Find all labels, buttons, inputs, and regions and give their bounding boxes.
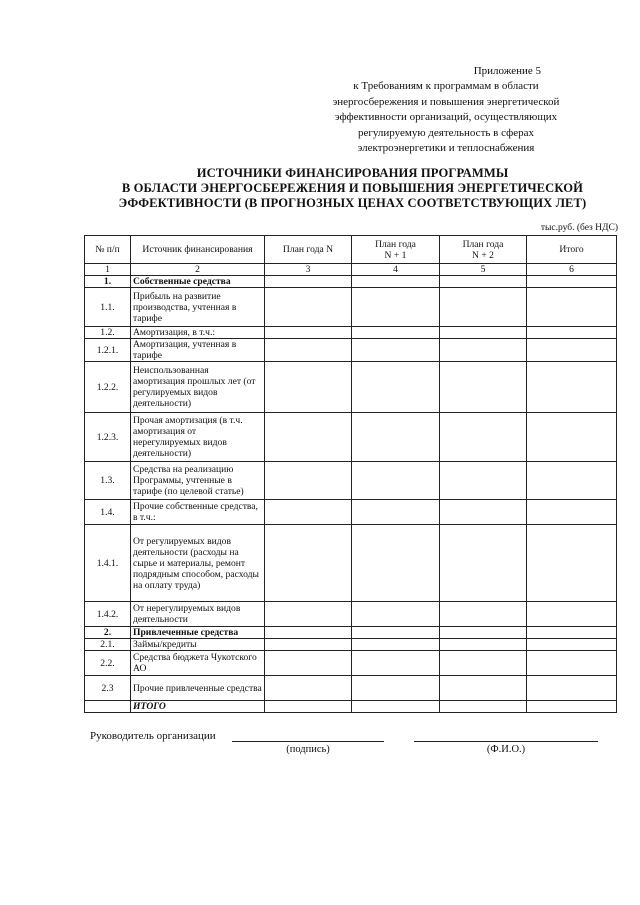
row-source: Привлеченные средства (131, 627, 265, 639)
signature-caption: (подпись) (286, 744, 330, 755)
cell-plan-n1 (352, 676, 440, 701)
cell-plan-n (265, 362, 352, 413)
row-source: Прочая амортизация (в т.ч. амортизация от нерегулируемых видов деятельности) (131, 413, 265, 462)
table-row (85, 500, 617, 525)
cell-plan-n1 (352, 651, 440, 676)
table-row (85, 327, 617, 339)
cell-plan-n2 (440, 339, 527, 362)
document-title (80, 166, 625, 211)
cell-total (527, 701, 617, 713)
cell-plan-n2 (440, 462, 527, 500)
row-number (85, 701, 131, 713)
cell-total (527, 676, 617, 701)
cell-plan-n2 (440, 639, 527, 651)
row-number: 1.4. (85, 500, 131, 525)
row-source: Средства бюджета Чукотского АО (131, 651, 265, 676)
table-row (85, 462, 617, 500)
cell-plan-n1 (352, 462, 440, 500)
cell-total (527, 525, 617, 602)
table-row (85, 339, 617, 362)
appendix-title: Приложение 5 (473, 65, 541, 77)
index-cell: 1 (85, 264, 131, 276)
appendix-line: электроэнергетики и теплоснабжения (357, 142, 535, 155)
header-cell-total: Итого (527, 236, 617, 264)
table-row (85, 676, 617, 701)
row-source: От регулируемых видов деятельности (расходы на сырье и материалы, ремонт подрядным способом, расходы на оплату труда) (131, 525, 265, 602)
table-row (85, 288, 617, 327)
table-body (85, 276, 617, 713)
total-row (85, 701, 617, 713)
cell-plan-n1 (352, 276, 440, 288)
appendix-line: энергосбережения и повышения энергетической (332, 95, 560, 108)
header-row (85, 236, 617, 264)
row-number: 2.3 (85, 676, 131, 701)
cell-plan-n2 (440, 651, 527, 676)
cell-plan-n1 (352, 362, 440, 413)
row-source: Средства на реализацию Программы, учтенные в тарифе (по целевой статье) (131, 462, 265, 500)
row-number: 1.4.1. (85, 525, 131, 602)
cell-total (527, 276, 617, 288)
cell-plan-n (265, 651, 352, 676)
name-caption: (Ф.И.О.) (486, 744, 526, 755)
cell-plan-n1 (352, 413, 440, 462)
index-cell: 2 (131, 264, 265, 276)
cell-total (527, 627, 617, 639)
name-line (414, 741, 598, 742)
cell-plan-n2 (440, 288, 527, 327)
title-line: В ОБЛАСТИ ЭНЕРГОСБЕРЕЖЕНИЯ И ПОВЫШЕНИЯ ЭНЕРГЕТИЧЕСКОЙ (121, 181, 584, 195)
cell-total (527, 602, 617, 627)
cell-plan-n2 (440, 276, 527, 288)
row-number: 1.2. (85, 327, 131, 339)
cell-plan-n2 (440, 362, 527, 413)
cell-plan-n2 (440, 500, 527, 525)
cell-total (527, 288, 617, 327)
cell-plan-n1 (352, 327, 440, 339)
row-source: Прочие собственные средства, в т.ч.: (131, 500, 265, 525)
cell-total (527, 639, 617, 651)
row-source: От нерегулируемых видов деятельности (131, 602, 265, 627)
cell-plan-n (265, 627, 352, 639)
cell-plan-n2 (440, 602, 527, 627)
appendix-line: эффективности организаций, осуществляющих (334, 111, 558, 124)
cell-plan-n (265, 276, 352, 288)
financing-table (84, 235, 617, 713)
units-label: тыс.руб. (без НДС) (540, 223, 618, 233)
cell-plan-n2 (440, 525, 527, 602)
row-number: 1.2.3. (85, 413, 131, 462)
row-source: Прибыль на развитие производства, учтенная в тарифе (131, 288, 265, 327)
cell-plan-n (265, 288, 352, 327)
header-cell-plan-n1: План года N + 1 (352, 236, 440, 264)
cell-total (527, 339, 617, 362)
title-line: ИСТОЧНИКИ ФИНАНСИРОВАНИЯ ПРОГРАММЫ (196, 166, 509, 180)
table-row (85, 602, 617, 627)
row-number: 1.2.2. (85, 362, 131, 413)
table-row (85, 525, 617, 602)
index-cell: 4 (352, 264, 440, 276)
cell-total (527, 327, 617, 339)
header-cell-num: № п/п (85, 236, 131, 264)
cell-plan-n2 (440, 327, 527, 339)
header-cell-plan-n2: План года N + 2 (440, 236, 527, 264)
title-line: ЭФФЕКТИВНОСТИ (В ПРОГНОЗНЫХ ЦЕНАХ СООТВЕТСТВУЮЩИХ ЛЕТ) (118, 196, 587, 210)
table-row (85, 627, 617, 639)
row-source: Неиспользованная амортизация прошлых лет (от регулируемых видов деятельности) (131, 362, 265, 413)
row-number: 1.4.2. (85, 602, 131, 627)
cell-total (527, 362, 617, 413)
header-cell-source: Источник финансирования (131, 236, 265, 264)
row-number: 1.1. (85, 288, 131, 327)
cell-plan-n (265, 525, 352, 602)
cell-total (527, 500, 617, 525)
header-cell-plan-n: План года N (265, 236, 352, 264)
cell-plan-n (265, 500, 352, 525)
row-source: Собственные средства (131, 276, 265, 288)
cell-total (527, 413, 617, 462)
cell-plan-n (265, 462, 352, 500)
table-row (85, 276, 617, 288)
cell-plan-n2 (440, 413, 527, 462)
cell-plan-n (265, 602, 352, 627)
cell-plan-n2 (440, 701, 527, 713)
cell-plan-n1 (352, 627, 440, 639)
cell-plan-n (265, 639, 352, 651)
cell-plan-n1 (352, 288, 440, 327)
index-cell: 3 (265, 264, 352, 276)
cell-plan-n1 (352, 525, 440, 602)
cell-total (527, 651, 617, 676)
cell-plan-n1 (352, 639, 440, 651)
appendix-line: регулируемую деятельность в сферах (357, 126, 534, 139)
row-number: 1. (85, 276, 131, 288)
cell-plan-n (265, 701, 352, 713)
appendix-line: к Требованиям к программам в области (353, 80, 539, 93)
cell-plan-n (265, 339, 352, 362)
row-source: Прочие привлеченные средства (131, 676, 265, 701)
row-source: ИТОГО (131, 701, 265, 713)
row-number: 1.2.1. (85, 339, 131, 362)
row-number: 2. (85, 627, 131, 639)
row-source: Амортизация, в т.ч.: (131, 327, 265, 339)
index-cell: 5 (440, 264, 527, 276)
cell-plan-n (265, 413, 352, 462)
cell-plan-n2 (440, 676, 527, 701)
row-number: 2.2. (85, 651, 131, 676)
table-row (85, 362, 617, 413)
signature-line (232, 741, 384, 742)
index-row (85, 264, 617, 276)
appendix-block (301, 64, 591, 156)
cell-plan-n1 (352, 500, 440, 525)
row-source: Амортизация, учтенная в тарифе (131, 339, 265, 362)
table-row (85, 413, 617, 462)
cell-plan-n (265, 676, 352, 701)
cell-total (527, 462, 617, 500)
cell-plan-n1 (352, 701, 440, 713)
row-number: 1.3. (85, 462, 131, 500)
cell-plan-n (265, 327, 352, 339)
row-number: 2.1. (85, 639, 131, 651)
table-row (85, 651, 617, 676)
cell-plan-n2 (440, 627, 527, 639)
index-cell: 6 (527, 264, 617, 276)
signature-label: Руководитель организации (90, 730, 216, 742)
cell-plan-n1 (352, 602, 440, 627)
table-row (85, 639, 617, 651)
cell-plan-n1 (352, 339, 440, 362)
row-source: Займы/кредиты (131, 639, 265, 651)
